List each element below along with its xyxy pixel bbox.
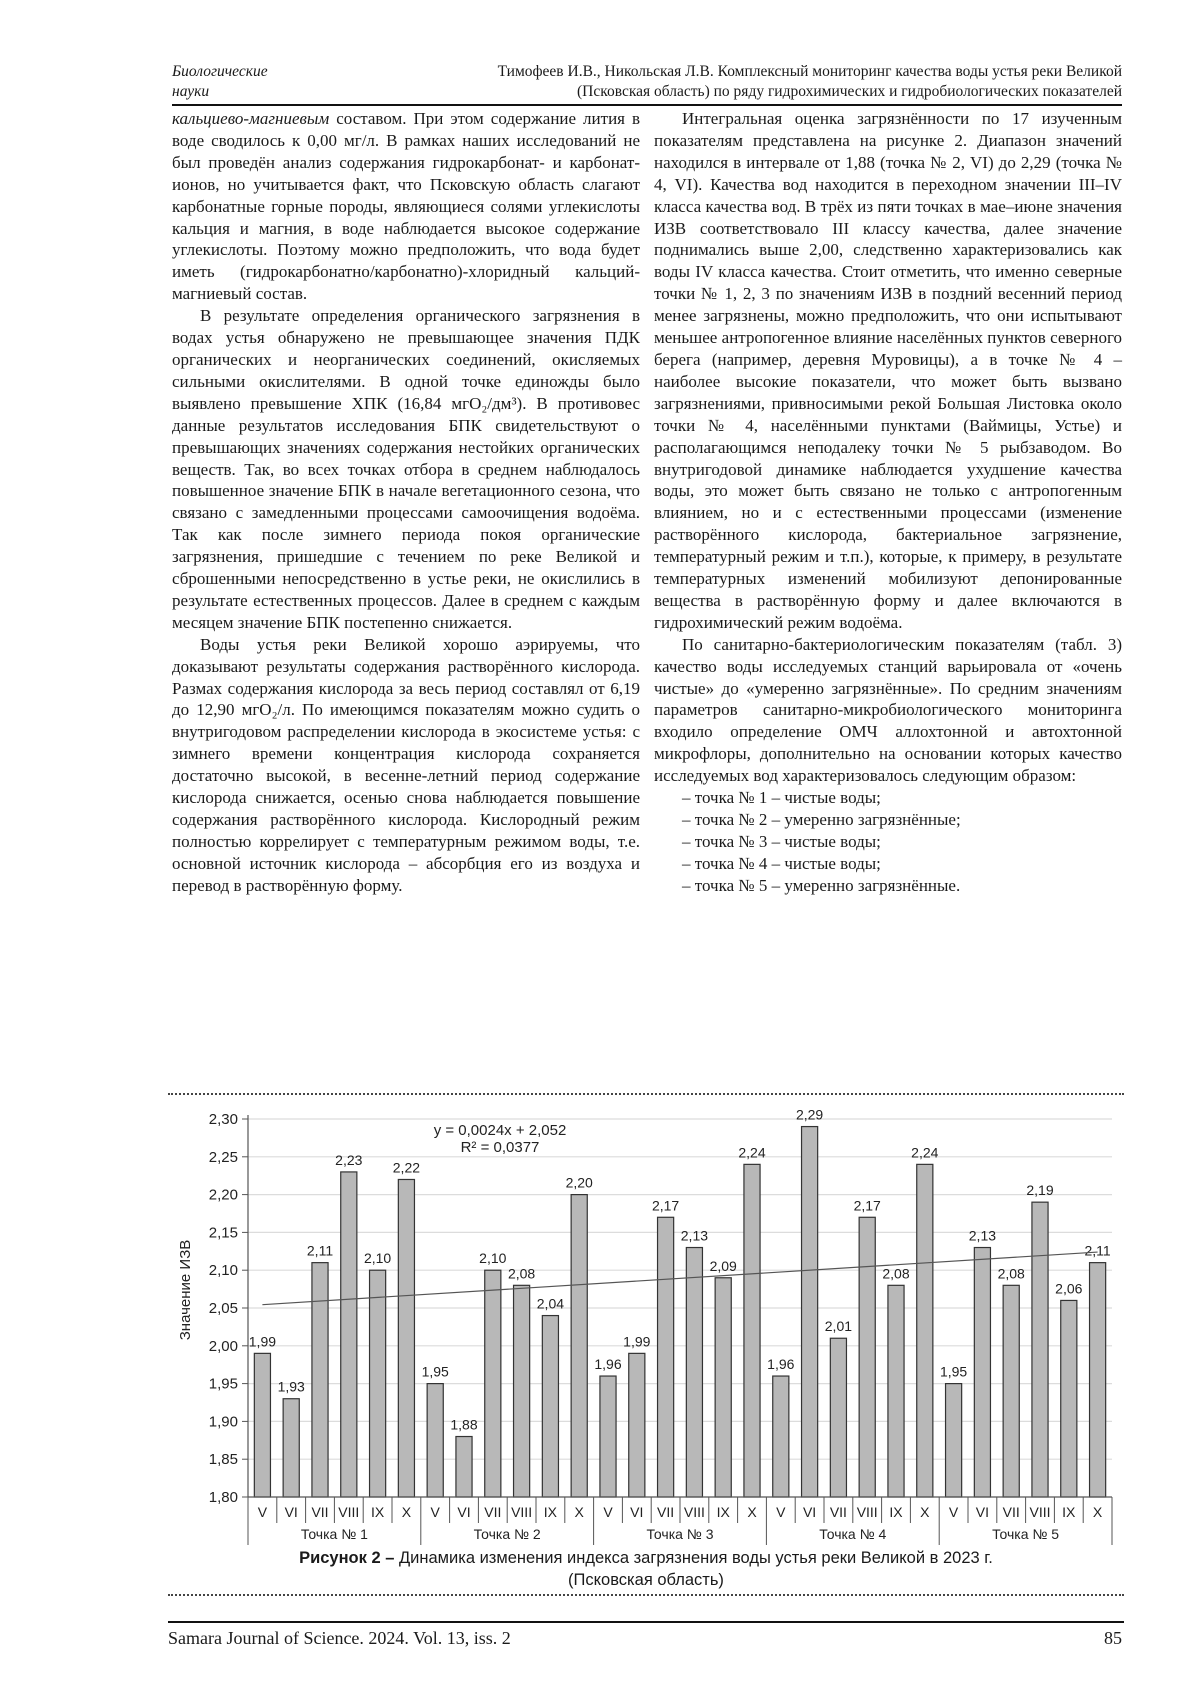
list-item: – точка № 1 – чистые воды; (682, 788, 881, 808)
list-item: – точка № 2 – умеренно загрязнённые; (682, 810, 961, 829)
x-tick-label: V (603, 1504, 613, 1520)
x-tick-label: IX (1062, 1504, 1076, 1520)
x-tick-label: VII (484, 1504, 502, 1520)
bar (600, 1376, 616, 1497)
izv-bar-chart (0, 1095, 1200, 1545)
x-tick-label: IX (370, 1504, 385, 1520)
bar (456, 1437, 472, 1497)
bar (1003, 1285, 1019, 1497)
x-axis (248, 1497, 1112, 1545)
paragraph: В результате определения органического загрязнения в водах устья обнаружено не превышающее значения ПДК органических и неорганических соединений, окисляемых сильными окислителями. В одной точке единожды было выявлено превышение ХПК (16,84 мгО₂/дм³). В противовес данные результатов исследования БПК свидетельствуют о превышающих значениях содержания нестойких органических веществ. Так, во всех точках отбора в среднем наблюдалось повышенное значение БПК в начале вегетационного сезона, что связано с замедленными процессами самоочищения водоёма. Так как после зимнего периода покоя органические загрязнения, пришедшие с течением по реке Великой и сброшенными непосредственно в устье реки, не окислились в результате естественных процессов. Далее в среднем с каждым месяцем значение БПК постепенно снижается. (172, 306, 640, 632)
bar (341, 1172, 357, 1497)
group-label: Точка № 1 (300, 1526, 368, 1542)
bar (715, 1278, 731, 1497)
data-label: 2,19 (1026, 1182, 1054, 1199)
bar (1032, 1202, 1048, 1497)
right-column (654, 108, 1122, 897)
bar (946, 1384, 962, 1497)
x-tick-label: VII (657, 1504, 675, 1520)
section-line: науки (172, 83, 210, 100)
data-label: 2,01 (824, 1318, 853, 1335)
paragraph: Интегральная оценка загрязнённости по 17 изученным показателям представлена на рисунке 2. Диапазон значений находился в интервале от 1,88 (точка № 2, VI) до 2,29 (точка № 4, VI). Качества вод находится в переходном значении III–IV класса качества вод. В трёх из пяти точках в мае–июне значения ИЗВ соответствовало III классу качества, далее значение поднимались выше 2,00, следственно характеризовались как воды IV класса качества. Стоит отметить, что именно северные точки № 1, 2, 3 по значениям ИЗВ в поздний весенний период менее загрязнены, можно предположить, что они испытывают меньшее антропогенное влияние населённых пунктов северного берега (например, деревня Муровицы), а в точке № 4 – наиболее высокие показатели, что может быть вызвано загрязнениями, привносимыми рекой Большая Листовка около точки № 4, населёнными пунктами (Ваймицы, Устье) и располагающимся неподалеку точки № 5 рыбзаводом. Во внутригодовой динамике наблюдается ухудшение качества воды, это может быть связано не только с антропогенным влиянием, но и с естественными процессами (изменение растворённого кислорода, бактериальное загрязнение, температурный режим и т.п.), которые, к примеру, в результате температурных изменений мобилизуют депонированные вещества в растворённую форму и далее включаются в гидрохимический режим водоёма. (654, 109, 1122, 632)
bar (744, 1164, 760, 1497)
journal-citation: Samara Journal of Science. 2024. Vol. 13, iss. 2 (168, 1628, 511, 1648)
bar (370, 1270, 386, 1497)
bar (1090, 1263, 1106, 1497)
list-item: – точка № 5 – умеренно загрязнённые. (682, 875, 961, 895)
data-label: 1,99 (248, 1333, 277, 1350)
data-label: 1,96 (767, 1356, 795, 1373)
y-axis-label: Значение ИЗВ (177, 1239, 194, 1341)
paragraph-text: составом. При этом содержание лития в воде сводилось к 0,00 мг/л. В рамках наших исследований не был проведён анализ содержания гидрокарбонат- и карбонат-ионов, но учитывается факт, что Псковскую область слагают карбонатные горные породы, являющиеся солями углекислоты кальция и магния, в воде наблюдается высокое содержание углекислоты. Поэтому можно предположить, что вода будет иметь (гидрокарбонатно/карбонатно)-хлоридный кальций-магниевый состав. (172, 109, 640, 304)
data-label: 1,95 (421, 1363, 449, 1380)
data-label: 2,17 (853, 1197, 881, 1214)
x-tick-label: V (257, 1504, 268, 1520)
article-title (498, 62, 1122, 102)
x-tick-label: VII (1002, 1504, 1020, 1520)
y-axis-ticks (209, 1111, 248, 1506)
data-label: 2,11 (1084, 1242, 1111, 1259)
x-tick-label: VI (802, 1504, 817, 1520)
y-tick-label: 2,30 (208, 1111, 238, 1128)
section-label (172, 62, 268, 102)
left-column (172, 108, 640, 897)
section-line: Биологические (172, 63, 268, 80)
data-label: 2,23 (335, 1151, 363, 1168)
data-label: 2,20 (565, 1174, 593, 1191)
y-tick-label: 1,80 (208, 1489, 238, 1506)
x-tick-label: V (948, 1504, 959, 1520)
y-tick-label: 2,15 (208, 1224, 238, 1242)
x-tick-label: IX (889, 1504, 903, 1520)
y-tick-label: 2,20 (208, 1186, 238, 1204)
x-tick-label: VIII (511, 1504, 533, 1520)
list-item: – точка № 4 – чистые воды; (682, 853, 881, 873)
group-label: Точка № 3 (646, 1526, 714, 1542)
group-label: Точка № 4 (819, 1526, 887, 1542)
trend-r2: R² = 0,0377 (460, 1139, 540, 1156)
data-label: 2,08 (507, 1265, 536, 1282)
y-tick-label: 2,10 (208, 1262, 238, 1280)
bar (629, 1353, 645, 1497)
data-label: 2,24 (738, 1144, 766, 1161)
bar (254, 1353, 270, 1497)
caption-label: Рисунок 2 – (299, 1549, 395, 1567)
bar (427, 1384, 443, 1497)
data-label: 1,95 (939, 1363, 968, 1380)
x-tick-label: VIII (856, 1504, 878, 1520)
bar (802, 1127, 818, 1497)
x-tick-label: VIII (1029, 1504, 1051, 1520)
data-label: 2,13 (680, 1227, 709, 1244)
bar (1061, 1300, 1077, 1497)
page-number: 85 (1104, 1628, 1122, 1648)
data-label: 1,93 (277, 1378, 305, 1395)
y-tick-label: 2,00 (208, 1337, 238, 1355)
bar (917, 1164, 933, 1497)
x-tick-label: V (430, 1504, 440, 1520)
paragraph (172, 108, 640, 305)
data-label: 2,08 (882, 1265, 910, 1282)
paragraph: Воды устья реки Великой хорошо аэрируемы, что доказывают результаты содержания растворённого кислорода. Размах содержания кислорода за весь период составлял от 6,19 до 12,90 мгО₂/л. По имеющимся показателям можно судить о внутригодовом распределении кислорода в экосистеме устья: с зимнего времени концентрация кислорода сохраняется достаточно высокой, в весенне-летний период содержание кислорода снижается, осенью снова наблюдается повышение содержания растворённого кислорода. Кислородный режим полностью коррелирует с температурным режимом воды, т.е. основной источник кислорода – абсорбция его из воздуха и перевод в растворённую форму. (172, 634, 640, 895)
x-tick-label: X (1092, 1504, 1103, 1520)
x-tick-label: VI (284, 1504, 298, 1520)
trend-equation: y = 0,0024x + 2,052 (433, 1122, 567, 1139)
bar (485, 1270, 501, 1497)
x-tick-label: IX (543, 1504, 558, 1520)
bar (514, 1285, 530, 1497)
y-tick-label: 1,95 (208, 1375, 238, 1393)
bar (773, 1376, 789, 1497)
x-tick-label: VII (829, 1504, 847, 1520)
italic-term: кальциево-магниевым (172, 109, 330, 128)
data-label: 2,11 (306, 1242, 334, 1259)
bar (974, 1248, 990, 1497)
bar (830, 1338, 846, 1497)
footer-rule (168, 1621, 1124, 1623)
paragraph: По санитарно-бактериологическим показателям (табл. 3) качество воды исследуемых станций варьировала от «очень чистые» до «умеренно загрязнённые». По средним значениям параметров санитарно-микробиологического мониторинга входило определение ОМЧ аллохтонной и автохтонной микрофлоры, дополнительно на основании которых качество исследуемых вод характеризовалось следующим образом: (654, 634, 1122, 786)
x-tick-label: VI (630, 1504, 644, 1520)
x-tick-label: VIII (683, 1504, 705, 1520)
list-item: – точка № 3 – чистые воды; (682, 831, 881, 851)
figure-caption (168, 1547, 1124, 1591)
data-label: 2,10 (479, 1250, 507, 1267)
data-label: 2,10 (363, 1250, 392, 1267)
x-tick-label: VII (311, 1504, 329, 1520)
bar (398, 1179, 414, 1497)
x-tick-label: IX (716, 1504, 730, 1520)
running-header (172, 62, 1122, 106)
x-tick-label: VIII (338, 1504, 360, 1520)
bar (888, 1285, 904, 1497)
y-tick-label: 1,90 (208, 1413, 238, 1431)
x-tick-label: X (401, 1504, 412, 1520)
y-tick-label: 1,85 (208, 1451, 238, 1469)
group-label: Точка № 5 (992, 1526, 1060, 1542)
title-line: (Псковская область) по ряду гидрохимических и гидробиологических показателей (577, 83, 1122, 100)
data-label: 2,09 (709, 1257, 737, 1274)
data-label: 1,99 (623, 1333, 651, 1350)
x-tick-label: VI (457, 1504, 471, 1520)
y-tick-label: 2,25 (208, 1148, 238, 1166)
x-tick-label: VI (975, 1504, 990, 1520)
data-label: 2,17 (651, 1197, 680, 1214)
figure-bottom-divider (168, 1594, 1124, 1596)
bars (254, 1127, 1105, 1497)
x-tick-label: X (574, 1504, 584, 1520)
bar (542, 1316, 558, 1497)
title-line: Тимофеев И.В., Никольская Л.В. Комплексный мониторинг качества воды устья реки Великой (497, 63, 1122, 80)
x-tick-label: V (776, 1504, 786, 1520)
y-tick-label: 2,05 (208, 1300, 238, 1317)
x-tick-label: X (747, 1504, 757, 1520)
data-label: 2,13 (968, 1227, 997, 1244)
caption-text: Динамика изменения индекса загрязнения воды устья реки Великой в 2023 г. (394, 1549, 993, 1567)
data-label: 1,88 (450, 1416, 478, 1433)
bar (658, 1217, 674, 1497)
data-label: 1,96 (594, 1356, 622, 1373)
x-tick-label: X (920, 1504, 930, 1520)
data-label: 2,29 (795, 1106, 824, 1123)
data-label: 2,04 (536, 1295, 565, 1312)
group-label: Точка № 2 (473, 1526, 541, 1542)
bar (859, 1217, 875, 1497)
data-label: 2,24 (911, 1144, 939, 1161)
data-label: 2,06 (1055, 1280, 1083, 1297)
bar (312, 1263, 328, 1497)
bar (283, 1399, 299, 1497)
caption-text-line2: (Псковская область) (568, 1571, 724, 1589)
data-label: 2,08 (997, 1265, 1025, 1282)
bar (686, 1248, 702, 1497)
bar (571, 1195, 587, 1497)
data-label: 2,22 (392, 1159, 421, 1176)
